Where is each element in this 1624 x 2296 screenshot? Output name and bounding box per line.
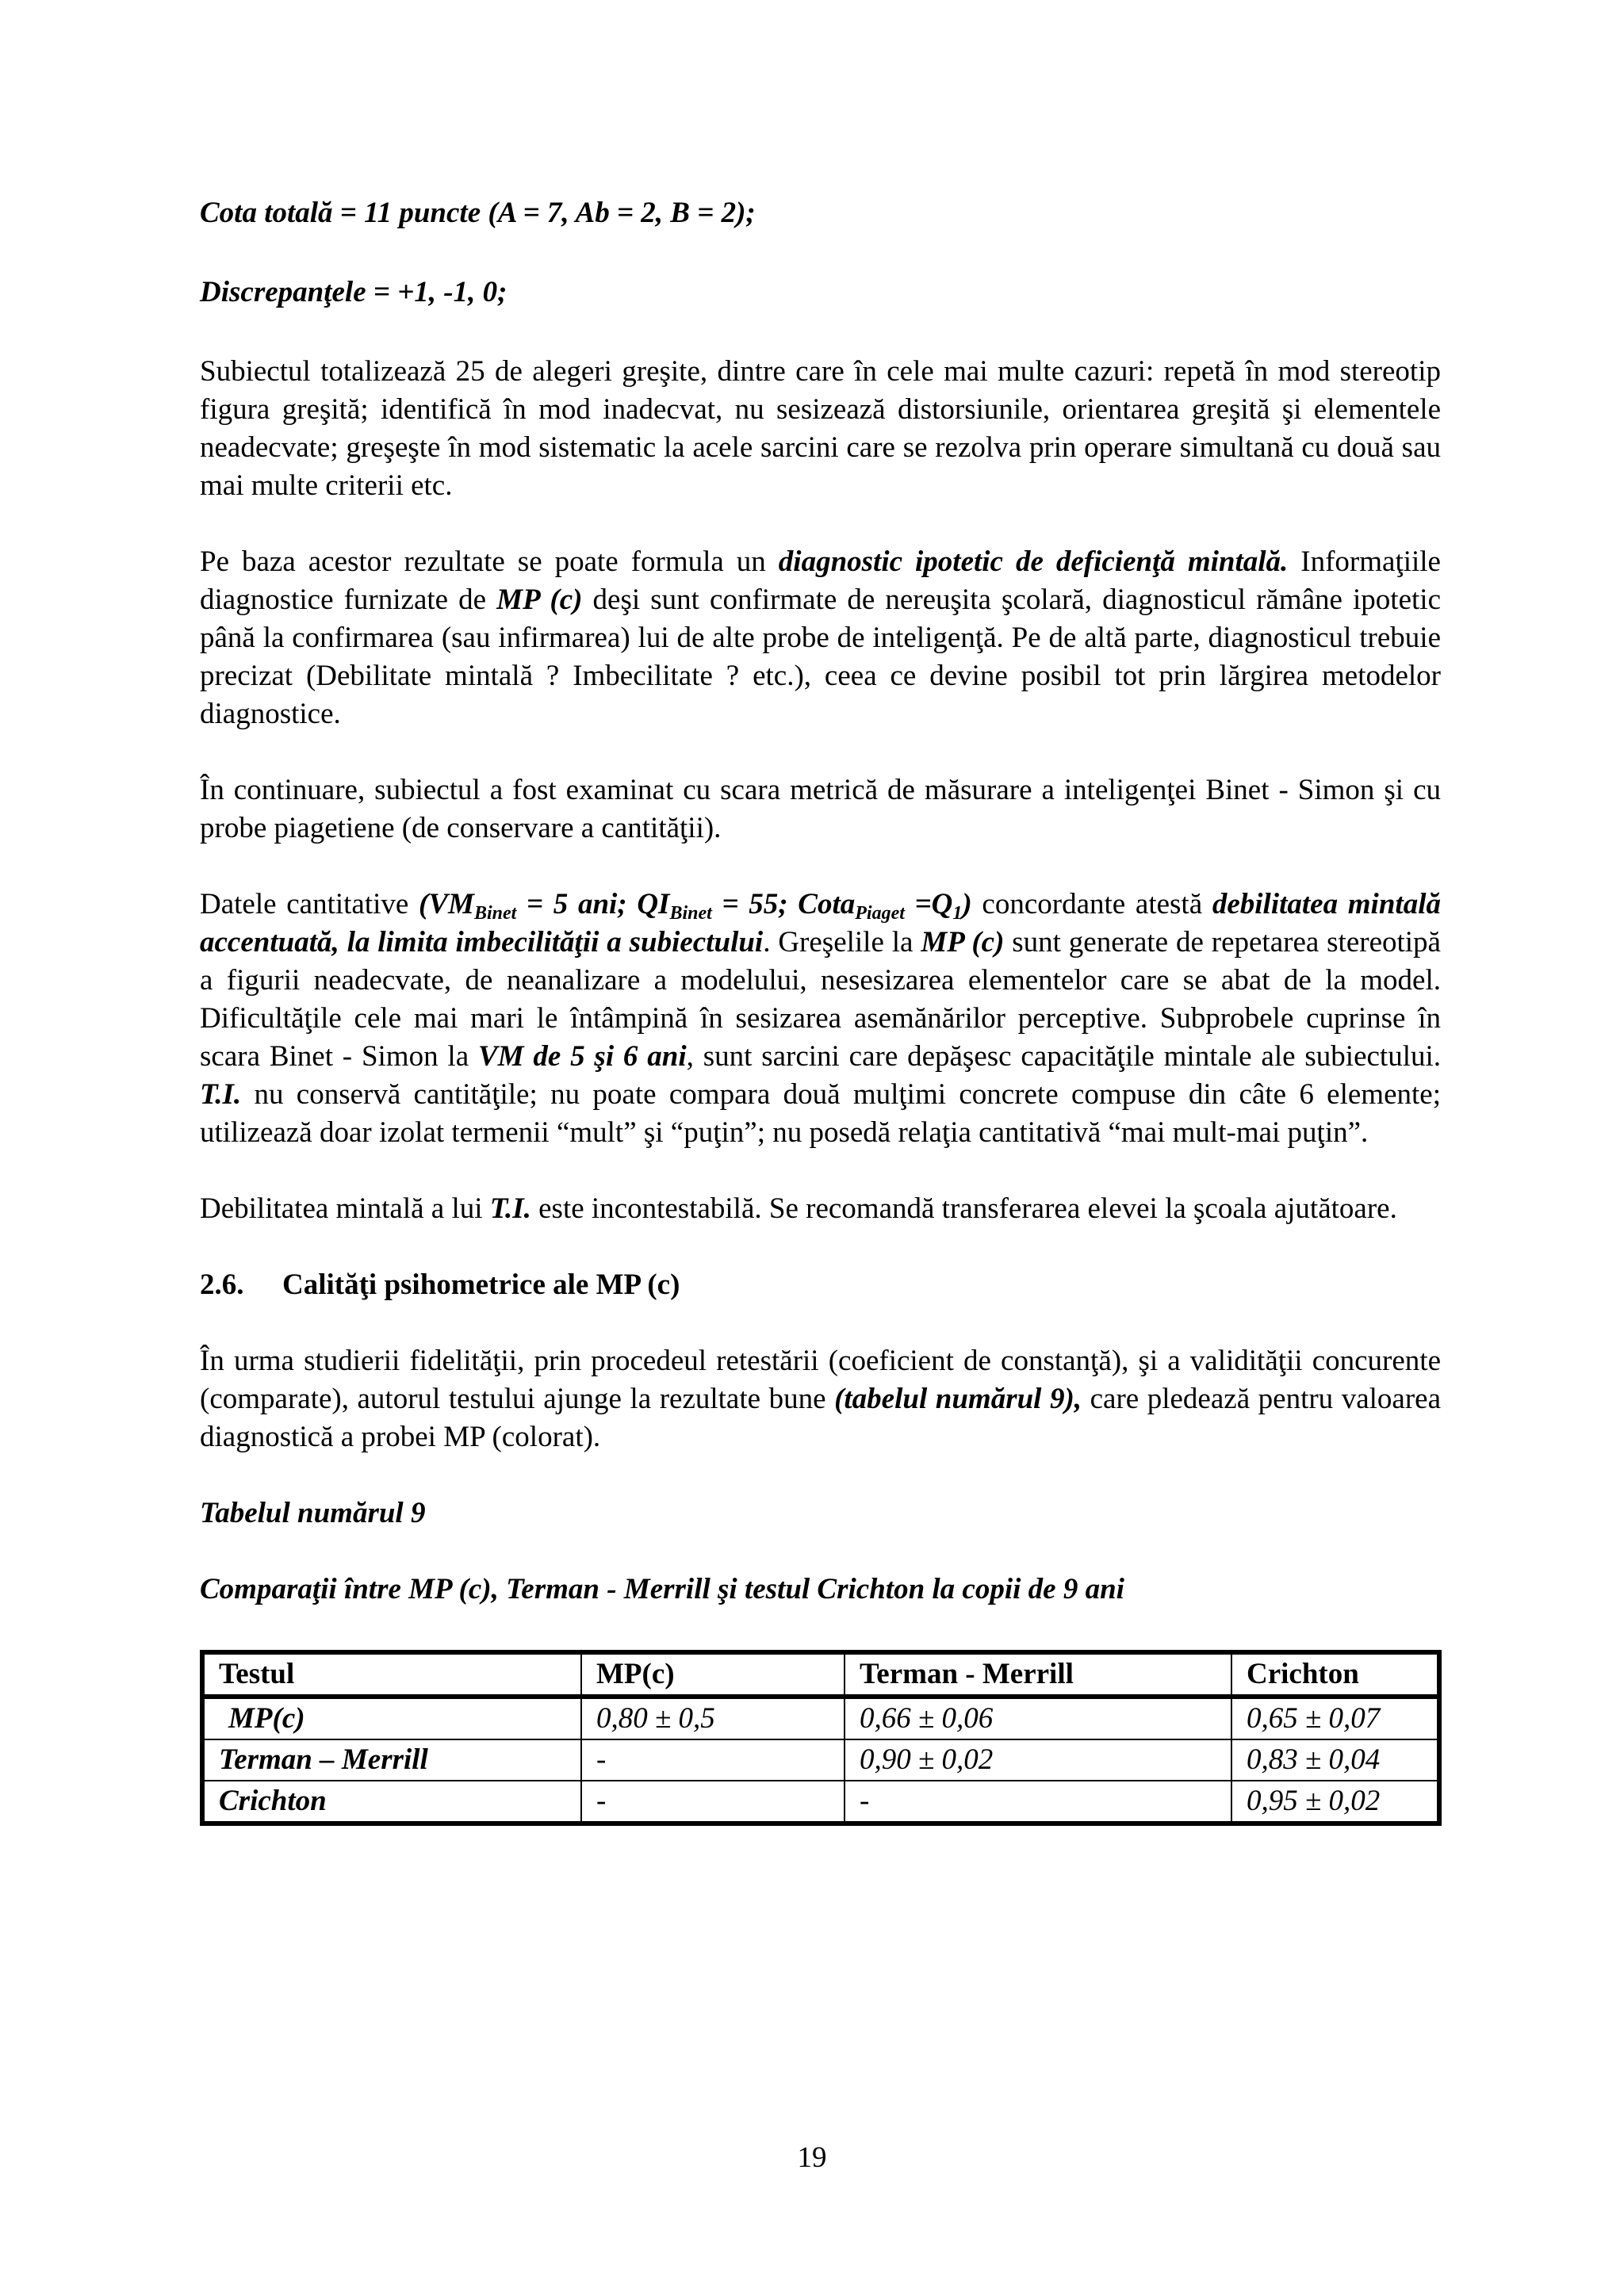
section-heading xyxy=(200,1266,1441,1304)
p4-text-4: sunt generate de repetarea stereotipă a figurii neadecvate, de neanalizare a modelului, nesesizarea elementelor care se abat de la model. Dificultăţile cele mai mari le întâmpină în sesizarea asemănărilor perceptive. Subprobele cuprinse în scara Binet - Simon la xyxy=(200,926,1441,1073)
p4-close-paren: ) xyxy=(962,888,972,920)
paragraph-4 xyxy=(200,886,1441,1152)
comparison-table xyxy=(200,1650,1442,1826)
table-cell: 0,80 ± 0,5 xyxy=(581,1697,845,1739)
table-row xyxy=(202,1781,1439,1823)
table-header-cell: Crichton xyxy=(1231,1652,1439,1697)
p4-text-3: . Greşelile la xyxy=(763,926,921,959)
p4-emphasis-mpc: MP (c) xyxy=(921,926,1005,959)
p6-text-1: În urma studierii fidelităţii, prin procedeul retestării (coeficient de constanţă), şi a validităţii concurente (comparate), autorul testului ajunge la rezultate bune xyxy=(200,1345,1441,1415)
table-row-header: Terman – Merrill xyxy=(202,1739,581,1781)
p2-emphasis-mpc: MP (c) xyxy=(496,584,583,616)
table-cell: 0,65 ± 0,07 xyxy=(1231,1697,1439,1739)
table-label: Tabelul numărul 9 xyxy=(200,1497,426,1529)
table-header-cell: Testul xyxy=(202,1652,581,1697)
p5-text-2: este incontestabilă. Se recomandă transferarea elevei la şcoala ajutătoare. xyxy=(530,1192,1397,1225)
p4-sub-binet-2: Binet xyxy=(669,903,712,924)
p6-emphasis-table-ref: (tabelul numărul 9), xyxy=(834,1383,1082,1415)
table-cell: 0,90 ± 0,02 xyxy=(845,1739,1231,1781)
p4-sub-binet-1: Binet xyxy=(473,903,517,924)
table-header-cell: Terman - Merrill xyxy=(845,1652,1231,1697)
p4-text-5: , sunt sarcini care depăşesc capacităţile mintale ale subiectului. xyxy=(686,1040,1441,1073)
section-title: Calităţi psihometrice ale MP (c) xyxy=(282,1269,680,1301)
p4-text-1: Datele cantitative xyxy=(200,888,419,920)
table-row xyxy=(202,1739,1439,1781)
p2-text-1: Pe baza acestor rezultate se poate formula un xyxy=(200,545,779,578)
p4-text-6: nu conservă cantităţile; nu poate compara două mulţimi concrete compuse din câte 6 elemente; utilizează doar izolat termenii “mult” şi “puţin”; nu posedă relaţia cantitativă “mai mult-mai puţin”. xyxy=(200,1078,1441,1149)
p4-text-2: concordante atestă xyxy=(971,888,1212,920)
p2-emphasis-diagnostic: diagnostic ipotetic de deficienţă mintală. xyxy=(778,545,1289,578)
p5-emphasis-ti: T.I. xyxy=(489,1192,531,1225)
discrepantele-line: Discrepanţele = +1, -1, 0; xyxy=(200,276,508,308)
table-cell: 0,95 ± 0,02 xyxy=(1231,1781,1439,1823)
table-row xyxy=(202,1697,1439,1739)
p4-sub-piaget: Piaget xyxy=(855,903,905,924)
p4-q: =Q xyxy=(904,888,953,920)
table-header-cell: MP(c) xyxy=(581,1652,845,1697)
p2-text-2: Informaţiile diagnostice furnizate de xyxy=(200,545,1441,616)
paragraph-2 xyxy=(200,543,1441,733)
page-number: 19 xyxy=(797,2141,827,2174)
p4-emphasis-debilitate: debilitatea mintală accentuată, la limita imbecilităţii a subiectului xyxy=(200,888,1441,959)
table-caption: Comparaţii între MP (c), Terman - Merrill şi testul Crichton la copii de 9 ani xyxy=(200,1573,1124,1605)
p4-qi: = 5 ani; QI xyxy=(516,888,670,920)
table-cell: - xyxy=(581,1781,845,1823)
paragraph-5 xyxy=(200,1190,1441,1228)
table-row-header: MP(c) xyxy=(202,1697,581,1739)
p4-emphasis-vm: VM de 5 şi 6 ani xyxy=(477,1040,687,1073)
table-cell: - xyxy=(581,1739,845,1781)
p4-vm: (VM xyxy=(419,888,474,920)
table-cell: - xyxy=(845,1781,1231,1823)
cota-totala-line: Cota totală = 11 puncte (A = 7, Ab = 2, B = 2); xyxy=(200,197,756,229)
table-cell: 0,83 ± 0,04 xyxy=(1231,1739,1439,1781)
p6-text-2: care pledează pentru valoarea diagnostică a probei MP (colorat). xyxy=(200,1383,1441,1453)
table-row-header: Crichton xyxy=(202,1781,581,1823)
p4-emphasis-quant xyxy=(419,888,972,924)
p2-text-3: deşi sunt confirmate de nereuşita şcolară, diagnosticul rămâne ipotetic până la confirmarea (sau infirmarea) lui de alte probe de inteligenţă. Pe de altă parte, diagnosticul trebuie precizat (Debilitate mintală ? Imbecilitate ? etc.), ceea ce devine posibil tot prin lărgirea metodelor diagnostice. xyxy=(200,584,1441,730)
p5-text-1: Debilitatea mintală a lui xyxy=(200,1192,490,1225)
p4-cota: = 55; Cota xyxy=(711,888,856,920)
table-header-row xyxy=(202,1652,1439,1697)
p4-sub-1: 1 xyxy=(952,903,963,924)
document-page xyxy=(200,194,1441,1826)
p4-emphasis-ti: T.I. xyxy=(200,1078,242,1111)
paragraph-3: În continuare, subiectul a fost examinat cu scara metrică de măsurare a inteligenţei Binet - Simon şi cu probe piagetiene (de conservare a cantităţii). xyxy=(200,774,1441,844)
table-cell: 0,66 ± 0,06 xyxy=(845,1697,1231,1739)
paragraph-1: Subiectul totalizează 25 de alegeri greşite, dintre care în cele mai multe cazuri: repetă în mod stereotip figura greşită; identifică în mod inadecvat, nu sesizează distorsiunile, orientarea greşită şi elementele neadecvate; greşeşte în mod sistematic la acele sarcini care se rezolva prin operare simultană cu două sau mai multe criterii etc. xyxy=(200,355,1441,502)
paragraph-6 xyxy=(200,1342,1441,1456)
section-number: 2.6. xyxy=(200,1269,244,1301)
